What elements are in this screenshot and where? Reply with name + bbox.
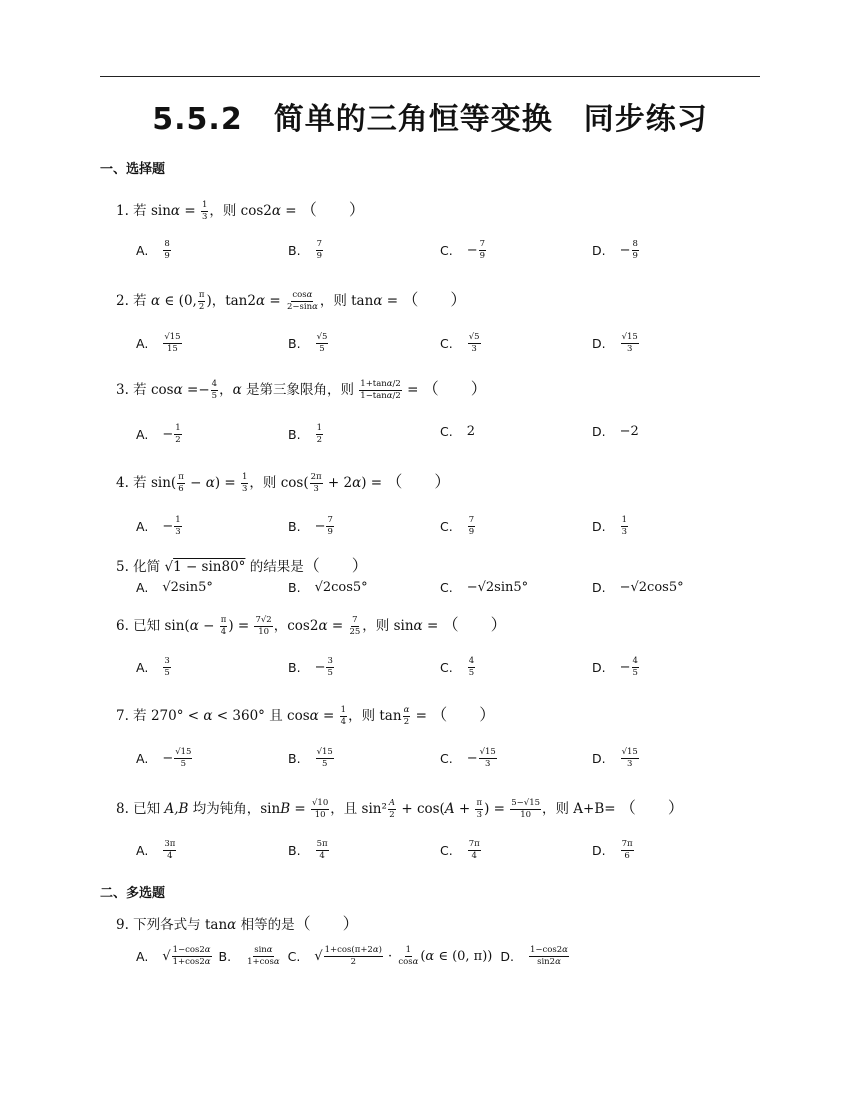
question-4-option-a[interactable]: A. − $\frac{1}{3}$ — [136, 515, 181, 537]
question-2-option-d[interactable]: D. $\frac{√15}{3}$ — [592, 332, 638, 354]
question-6-option-d[interactable]: D. − $\frac{4}{5}$ — [592, 656, 638, 678]
question-3-option-d[interactable]: D. −2 — [592, 424, 639, 439]
question-7-option-d[interactable]: D. $\frac{√15}{3}$ — [592, 747, 638, 769]
question-7-option-a[interactable]: A. − $\frac{√15}{5}$ — [136, 747, 192, 769]
question-6-option-a[interactable]: A. $\frac{3}{5}$ — [136, 656, 170, 678]
question-6: 6. 已知 sin(α − $\frac{\pi}{4}$ ) = $\frac{7√2}{10}$ ，cos2α = $\frac{7}{25}$ ，则 sinα = （ ） — [116, 615, 507, 637]
question-7: 7. 若 270° < α < 360° 且 cosα = $\frac{1}{4}$ ，则 tan $\frac{\alpha}{2}$ = （ ） — [116, 705, 496, 727]
question-1-option-a[interactable]: A. $\frac{8}{9}$ — [136, 239, 170, 261]
question-9: 9. 下列各式与 tanα 相等的是（ ） — [116, 914, 359, 933]
question-5-option-a[interactable]: A. √2sin5° — [136, 580, 213, 595]
question-8: 8. 已知 A,B 均为钝角，sinB = $\frac{√10}{10}$ ，且 sin² $\frac{A}{2}$ + cos(A + $\frac{\pi}{3}$ ) = $\frac{5-√15}{10}$ ，则 A+B= （ ） — [116, 798, 684, 820]
question-3-option-a[interactable]: A. − $\frac{1}{2}$ — [136, 423, 181, 445]
question-8-option-d[interactable]: D. $\frac{7\pi}{6}$ — [592, 839, 633, 861]
top-rule — [100, 76, 760, 77]
question-5-option-c[interactable]: C. −√2sin5° — [440, 580, 529, 595]
question-2-option-a[interactable]: A. $\frac{√15}{15}$ — [136, 332, 181, 354]
page-title: 5.5.2 简单的三角恒等变换 同步练习 — [152, 102, 708, 137]
question-4-option-b[interactable]: B. − $\frac{7}{9}$ — [288, 515, 333, 537]
section-heading-multi-choice: 二、多选题 — [100, 886, 166, 901]
question-7-option-b[interactable]: B. $\frac{√15}{5}$ — [288, 747, 333, 769]
question-5-option-d[interactable]: D. −√2cos5° — [592, 580, 684, 595]
question-6-option-b[interactable]: B. − $\frac{3}{5}$ — [288, 656, 333, 678]
question-8-option-c[interactable]: C. $\frac{7\pi}{4}$ — [440, 839, 480, 861]
question-6-option-c[interactable]: C. $\frac{4}{5}$ — [440, 656, 475, 678]
section-heading-single-choice: 一、选择题 — [100, 162, 166, 177]
question-3-option-c[interactable]: C. 2 — [440, 424, 475, 439]
question-4: 4. 若 sin( $\frac{\pi}{6}$ − α) = $\frac{1}{3}$ ，则 cos( $\frac{2\pi}{3}$ + 2α) = （ ） — [116, 472, 451, 494]
question-1-option-d[interactable]: D. − $\frac{8}{9}$ — [592, 239, 638, 261]
question-3: 3. 若 cosα =− $\frac{4}{5}$ ，α 是第三象限角，则 $\frac{1+\tan\alpha/2}{1-\tan\alpha/2}$ = （ ） — [116, 379, 487, 401]
question-9-options[interactable]: A. √ $\frac{1-\cos 2\alpha}{1+\cos 2\alpha}$ B. $\frac{\sin\alpha}{1+\cos\alpha}$ C. √ $\frac{1+\cos(\pi+2\alpha)}{2}$ · $\frac{1}{\cos\alpha}$ (α ∈ (0, π)) D. $\frac{1-\cos 2\alpha}{\sin 2\alpha}$ — [136, 945, 568, 967]
question-8-option-b[interactable]: B. $\frac{5\pi}{4}$ — [288, 839, 328, 861]
question-4-option-d[interactable]: D. $\frac{1}{3}$ — [592, 515, 628, 537]
question-4-option-c[interactable]: C. $\frac{7}{9}$ — [440, 515, 475, 537]
question-8-option-a[interactable]: A. $\frac{3\pi}{4}$ — [136, 839, 176, 861]
question-1-option-c[interactable]: C. − $\frac{7}{9}$ — [440, 239, 486, 261]
question-1-option-b[interactable]: B. $\frac{7}{9}$ — [288, 239, 322, 261]
question-5-option-b[interactable]: B. √2cos5° — [288, 580, 368, 595]
question-7-option-c[interactable]: C. − $\frac{√15}{3}$ — [440, 747, 496, 769]
question-3-option-b[interactable]: B. $\frac{1}{2}$ — [288, 423, 322, 445]
question-2: 2. 若 α ∈ (0, $\frac{\pi}{2}$ )，tan2α = $\frac{\cos\alpha}{2-\sin\alpha}$ ，则 tanα = （ ） — [116, 290, 467, 312]
question-1: 1. 若 sinα = $\frac{1}{3}$ ，则 cos2α = （ ） — [116, 200, 365, 222]
question-2-option-b[interactable]: B. $\frac{√5}{5}$ — [288, 332, 328, 354]
question-5: 5. 化简 √1 − sin80° 的结果是（ ） — [116, 556, 368, 575]
question-2-option-c[interactable]: C. $\frac{√5}{3}$ — [440, 332, 480, 354]
